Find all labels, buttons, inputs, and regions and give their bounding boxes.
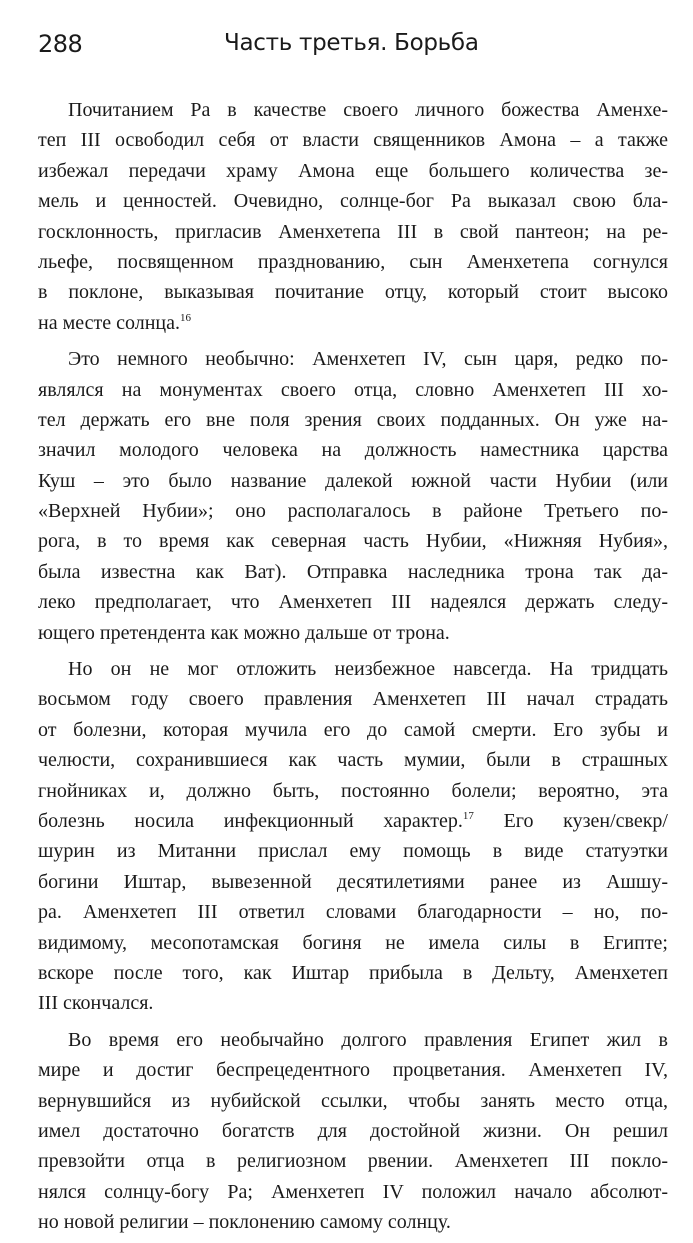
text-line: шурин из Митанни прислал ему помощь в виде статуэтки: [38, 840, 668, 863]
text-line: [38, 308, 668, 338]
text-line: [38, 806, 668, 836]
text-line: Во время его необычайно долгого правления Египет жил в: [68, 1028, 668, 1051]
text-line: мель и ценностей. Очевидно, солнце-бог Ра выказал свою бла-: [38, 190, 668, 213]
text-line: превзойти отца в религиозном рвении. Аменхетеп III покло-: [38, 1150, 668, 1173]
footnote-marker: 17: [462, 809, 474, 822]
text-line: имел достаточно богатств для достойной жизни. Он решил: [38, 1119, 668, 1142]
footnote-marker: 16: [179, 311, 191, 324]
text-line: восьмом году своего правления Аменхетеп III начал страдать: [38, 688, 668, 711]
text-fragment: на месте солнца.: [38, 311, 180, 334]
text-line: являлся на монументах своего отца, словно Аменхетеп III хо-: [38, 378, 668, 401]
text-line: III скончался.: [38, 992, 154, 1015]
text-line: леко предполагает, что Аменхетеп III надеялся держать следу-: [38, 591, 668, 614]
text-line: «Верхней Нубии»; оно располагалось в районе Третьего по-: [38, 500, 668, 523]
text-line: богини Иштар, вывезенной десятилетиями ранее из Ашшу-: [38, 870, 668, 893]
text-line: Это немного необычно: Аменхетеп IV, сын царя, редко по-: [68, 348, 668, 371]
text-line: Но он не мог отложить неизбежное навсегда. На тридцать: [68, 658, 668, 681]
paragraph: [38, 95, 668, 338]
paragraph: [38, 1025, 668, 1238]
text-line: Куш – это было название далекой южной части Нубии (или: [38, 469, 668, 492]
text-line: избежал передачи храму Амона еще большего количества зе-: [38, 159, 668, 182]
text-line: льефе, посвященном празднованию, сын Аменхетепа согнулся: [38, 250, 668, 273]
text-line: челюсти, сохранившиеся как часть мумии, были в страшных: [38, 749, 668, 772]
body-text: [38, 95, 668, 1243]
paragraph: [38, 344, 668, 648]
text-line: тел держать его вне поля зрения своих подданных. Он уже на-: [38, 408, 668, 431]
text-line: была известна как Ват). Отправка наследника трона так да-: [38, 560, 668, 583]
text-line: но новой религии – поклонению самому солнцу.: [38, 1211, 451, 1234]
paragraph: [38, 654, 668, 1019]
page-header: [38, 30, 659, 70]
text-line: видимому, месопотамская богиня не имела силы в Египте;: [38, 931, 668, 954]
page-number: 288: [38, 30, 83, 58]
text-line: гнойниках и, должно быть, постоянно болели; вероятно, эта: [38, 779, 668, 802]
text-fragment: болезнь носила инфекционный характер.: [38, 809, 463, 832]
text-line: ра. Аменхетеп III ответил словами благодарности – но, по-: [38, 901, 668, 924]
text-line: вернувшийся из нубийской ссылки, чтобы занять место отца,: [38, 1089, 668, 1112]
text-line: вскоре после того, как Иштар прибыла в Дельту, Аменхетеп: [38, 961, 668, 984]
text-line: в поклоне, выказывая почитание отцу, который стоит высоко: [38, 281, 668, 304]
text-line: рога, в то время как северная часть Нубии, «Нижняя Нубия»,: [38, 530, 668, 553]
text-line: теп III освободил себя от власти священников Амона – а также: [38, 129, 668, 152]
text-line: госклонность, пригласив Аменхетепа III в свой пантеон; на ре-: [38, 220, 668, 243]
text-line: от болезни, которая мучила его до самой смерти. Его зубы и: [38, 718, 668, 741]
text-line: ющего претендента как можно дальше от трона.: [38, 621, 450, 644]
text-line: нялся солнцу-богу Ра; Аменхетеп IV положил начало абсолют-: [38, 1180, 668, 1203]
text-line: значил молодого человека на должность наместника царства: [38, 439, 668, 462]
running-title: Часть третья. Борьба: [224, 30, 479, 56]
text-line: мире и достиг беспрецедентного процветания. Аменхетеп IV,: [38, 1059, 668, 1082]
text-fragment: Его кузен/свекр/: [473, 809, 668, 832]
text-line: Почитанием Ра в качестве своего личного божества Аменхе-: [68, 99, 668, 121]
